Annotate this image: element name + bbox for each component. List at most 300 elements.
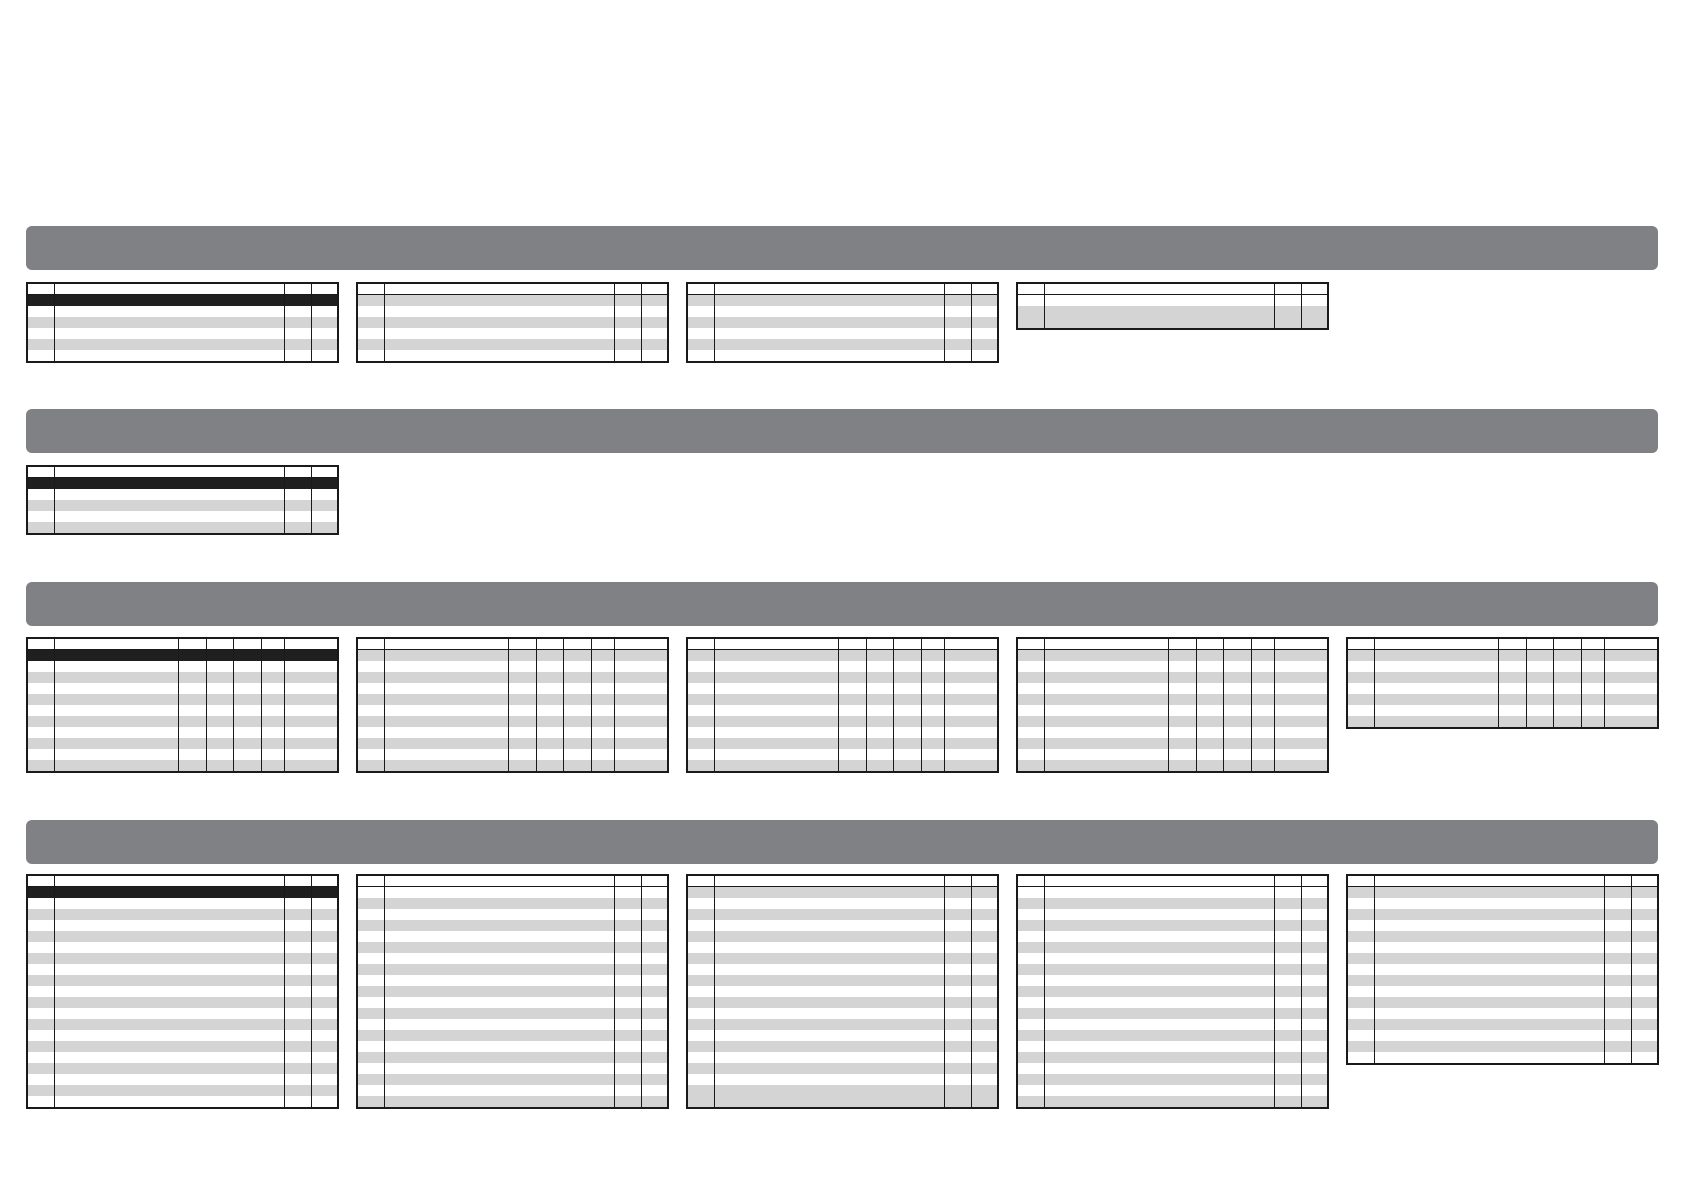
- table-row: [358, 953, 667, 964]
- data-table: [356, 874, 669, 1109]
- table-row: [28, 1030, 337, 1041]
- table-row: [28, 1063, 337, 1074]
- table-row: [28, 489, 337, 500]
- table-row: [358, 1008, 667, 1019]
- column-divider: [54, 639, 55, 771]
- column-header: [1276, 876, 1299, 887]
- table-row: [1018, 1019, 1327, 1030]
- table-row: [688, 350, 997, 361]
- table-row: [358, 1019, 667, 1030]
- table-row: [1348, 909, 1657, 920]
- data-table: [686, 874, 999, 1109]
- table-row: [1348, 1019, 1657, 1030]
- column-header: [1276, 639, 1325, 650]
- table-row: [1348, 964, 1657, 975]
- column-header: [286, 639, 335, 650]
- table-row: [1018, 975, 1327, 986]
- column-divider: [1498, 639, 1499, 727]
- table-row: [1348, 953, 1657, 964]
- table-row: [358, 339, 667, 350]
- column-header: [1555, 639, 1579, 650]
- column-divider: [384, 284, 385, 361]
- table-row: [1348, 1041, 1657, 1052]
- column-divider: [508, 639, 509, 771]
- column-header: [895, 639, 919, 650]
- table-row: [1348, 931, 1657, 942]
- column-header: [1046, 639, 1166, 650]
- table-row: [358, 727, 667, 738]
- table-row: [28, 931, 337, 942]
- column-header: [360, 284, 382, 295]
- column-header: [510, 639, 534, 650]
- table-row: [1018, 942, 1327, 953]
- column-header: [56, 876, 282, 887]
- column-header: [1276, 284, 1299, 295]
- data-table: [1016, 282, 1329, 330]
- table-row: [1348, 1030, 1657, 1041]
- column-header: [386, 876, 612, 887]
- table-row: [1018, 1030, 1327, 1041]
- data-table: [26, 465, 339, 535]
- column-divider: [944, 876, 945, 1107]
- column-header: [235, 639, 259, 650]
- table-row: [688, 683, 997, 694]
- table-row: [28, 953, 337, 964]
- table-row: [358, 1085, 667, 1096]
- table-row: [688, 295, 997, 306]
- column-divider: [1044, 639, 1045, 771]
- table-row: [688, 942, 997, 953]
- table-row: [28, 909, 337, 920]
- column-divider: [1196, 639, 1197, 771]
- table-row: [1018, 1052, 1327, 1063]
- table-row: [358, 1063, 667, 1074]
- table-row: [1018, 650, 1327, 661]
- column-divider: [1553, 639, 1554, 727]
- table-row: [28, 727, 337, 738]
- column-header: [180, 639, 204, 650]
- data-table: [1346, 874, 1659, 1065]
- column-header: [973, 284, 995, 295]
- column-divider: [54, 284, 55, 361]
- column-header: [1046, 876, 1272, 887]
- column-header: [30, 876, 52, 887]
- column-divider: [311, 876, 312, 1107]
- table-row: [358, 1041, 667, 1052]
- column-header: [386, 639, 506, 650]
- column-header: [1583, 639, 1602, 650]
- column-divider: [1168, 639, 1169, 771]
- column-divider: [714, 639, 715, 771]
- table-row: [358, 931, 667, 942]
- table-row: [688, 1085, 997, 1096]
- table-row: [1018, 295, 1327, 306]
- table-row: [28, 328, 337, 339]
- table-row: [358, 1074, 667, 1085]
- table-header-row: [28, 284, 337, 295]
- column-header: [313, 284, 335, 295]
- column-divider: [614, 639, 615, 771]
- table-row: [28, 350, 337, 361]
- column-divider: [536, 639, 537, 771]
- table-row: [28, 1019, 337, 1030]
- column-divider: [1274, 639, 1275, 771]
- column-divider: [233, 639, 234, 771]
- table-row: [688, 931, 997, 942]
- table-header-row: [28, 467, 337, 478]
- column-divider: [1223, 639, 1224, 771]
- table-row: [688, 909, 997, 920]
- table-row: [688, 1063, 997, 1074]
- column-header: [973, 876, 995, 887]
- column-header: [565, 639, 589, 650]
- column-header: [286, 876, 309, 887]
- column-header: [923, 639, 942, 650]
- table-row: [1348, 920, 1657, 931]
- table-row: [28, 339, 337, 350]
- table-header-row: [688, 284, 997, 295]
- column-header: [840, 639, 864, 650]
- table-header-row: [688, 876, 997, 887]
- column-divider: [614, 876, 615, 1107]
- table-row: [358, 650, 667, 661]
- column-header: [538, 639, 561, 650]
- table-header-row: [1018, 284, 1327, 295]
- table-row: [688, 953, 997, 964]
- table-row: [358, 760, 667, 771]
- column-divider: [563, 639, 564, 771]
- data-table: [356, 637, 669, 773]
- table-header-row: [358, 639, 667, 650]
- column-divider: [206, 639, 207, 771]
- table-row: [1018, 694, 1327, 705]
- table-row: [688, 339, 997, 350]
- table-row: [1348, 997, 1657, 1008]
- column-divider: [1274, 876, 1275, 1107]
- table-row: [358, 1052, 667, 1063]
- column-divider: [384, 876, 385, 1107]
- table-row: [688, 975, 997, 986]
- column-header: [716, 639, 836, 650]
- section-header-2: [26, 409, 1658, 453]
- table-row: [1018, 1096, 1327, 1107]
- table-row: [358, 997, 667, 1008]
- table-header-row: [28, 876, 337, 887]
- column-divider: [311, 467, 312, 533]
- table-row: [358, 749, 667, 760]
- column-header: [286, 284, 309, 295]
- column-header: [30, 639, 52, 650]
- table-row: [1018, 1041, 1327, 1052]
- column-divider: [1044, 876, 1045, 1107]
- column-header: [1170, 639, 1194, 650]
- table-row: [358, 898, 667, 909]
- table-row: [28, 975, 337, 986]
- table-row: [28, 317, 337, 328]
- table-header-row: [1018, 876, 1327, 887]
- column-header: [593, 639, 612, 650]
- table-row: [28, 672, 337, 683]
- table-row: [1018, 661, 1327, 672]
- table-row: [1348, 1008, 1657, 1019]
- column-header: [946, 876, 969, 887]
- column-divider: [1604, 876, 1605, 1063]
- column-divider: [1301, 876, 1302, 1107]
- table-row: [1348, 661, 1657, 672]
- column-header: [1198, 639, 1221, 650]
- table-row: [1018, 738, 1327, 749]
- table-row: [358, 942, 667, 953]
- table-row: [358, 694, 667, 705]
- table-row: [1018, 760, 1327, 771]
- data-table: [1016, 874, 1329, 1109]
- table-row: [1348, 716, 1657, 727]
- column-header: [868, 639, 891, 650]
- table-row: [28, 986, 337, 997]
- table-row: [1348, 650, 1657, 661]
- table-row: [28, 1074, 337, 1085]
- column-divider: [1374, 876, 1375, 1063]
- column-header: [30, 467, 52, 478]
- table-header-row: [28, 639, 337, 650]
- column-divider: [1274, 284, 1275, 328]
- column-divider: [284, 284, 285, 361]
- table-row: [28, 749, 337, 760]
- column-divider: [1526, 639, 1527, 727]
- table-row: [28, 964, 337, 975]
- table-row: [688, 1008, 997, 1019]
- column-header: [1253, 639, 1272, 650]
- table-row: [358, 716, 667, 727]
- table-row: [1018, 986, 1327, 997]
- table-row: [28, 738, 337, 749]
- table-row: [1018, 887, 1327, 898]
- data-table: [26, 874, 339, 1109]
- highlight-row: [28, 650, 337, 661]
- column-header: [286, 467, 309, 478]
- column-header: [1350, 876, 1372, 887]
- table-row: [28, 306, 337, 317]
- column-header: [386, 284, 612, 295]
- table-header-row: [358, 284, 667, 295]
- column-header: [1225, 639, 1249, 650]
- table-row: [358, 887, 667, 898]
- table-row: [688, 328, 997, 339]
- table-row: [1348, 672, 1657, 683]
- column-divider: [1604, 639, 1605, 727]
- table-row: [1348, 683, 1657, 694]
- column-header: [360, 876, 382, 887]
- table-header-row: [1348, 876, 1657, 887]
- column-header: [56, 284, 282, 295]
- column-header: [643, 284, 665, 295]
- table-row: [28, 898, 337, 909]
- column-divider: [1581, 639, 1582, 727]
- table-row: [358, 920, 667, 931]
- table-row: [1348, 986, 1657, 997]
- table-row: [28, 705, 337, 716]
- column-header: [946, 639, 995, 650]
- column-divider: [641, 876, 642, 1107]
- column-header: [616, 284, 639, 295]
- column-header: [690, 876, 712, 887]
- table-row: [1018, 672, 1327, 683]
- column-header: [360, 639, 382, 650]
- column-divider: [714, 284, 715, 361]
- table-row: [28, 1096, 337, 1107]
- table-row: [1018, 964, 1327, 975]
- column-header: [1046, 284, 1272, 295]
- column-header: [716, 876, 942, 887]
- column-divider: [384, 639, 385, 771]
- table-row: [1018, 931, 1327, 942]
- table-row: [358, 964, 667, 975]
- table-row: [1018, 997, 1327, 1008]
- table-row: [358, 986, 667, 997]
- table-row: [688, 306, 997, 317]
- column-divider: [944, 639, 945, 771]
- column-header: [690, 284, 712, 295]
- column-header: [263, 639, 282, 650]
- column-divider: [838, 639, 839, 771]
- column-header: [1606, 639, 1655, 650]
- table-row: [358, 705, 667, 716]
- table-row: [1018, 920, 1327, 931]
- column-header: [616, 639, 665, 650]
- table-row: [688, 1074, 997, 1085]
- table-row: [688, 760, 997, 771]
- table-row: [28, 661, 337, 672]
- column-divider: [591, 639, 592, 771]
- table-row: [688, 661, 997, 672]
- column-header: [690, 639, 712, 650]
- column-divider: [921, 639, 922, 771]
- table-row: [1018, 727, 1327, 738]
- column-header: [1303, 284, 1325, 295]
- table-row: [28, 1041, 337, 1052]
- table-row: [688, 694, 997, 705]
- table-row: [28, 760, 337, 771]
- column-divider: [54, 467, 55, 533]
- column-header: [946, 284, 969, 295]
- column-divider: [1301, 284, 1302, 328]
- table-row: [358, 306, 667, 317]
- table-row: [1018, 953, 1327, 964]
- column-divider: [311, 284, 312, 361]
- column-header: [56, 467, 282, 478]
- column-header: [1303, 876, 1325, 887]
- table-row: [1348, 1052, 1657, 1063]
- table-row: [28, 522, 337, 533]
- table-row: [1018, 716, 1327, 727]
- column-header: [56, 639, 176, 650]
- column-divider: [641, 284, 642, 361]
- table-row: [1018, 683, 1327, 694]
- table-row: [688, 716, 997, 727]
- column-header: [1606, 876, 1629, 887]
- table-row: [688, 1019, 997, 1030]
- column-divider: [1374, 639, 1375, 727]
- table-row: [1018, 898, 1327, 909]
- column-divider: [1044, 284, 1045, 328]
- table-row: [1348, 898, 1657, 909]
- column-divider: [714, 876, 715, 1107]
- table-row: [358, 317, 667, 328]
- highlight-row: [28, 478, 337, 489]
- table-row: [28, 1008, 337, 1019]
- table-row: [688, 672, 997, 683]
- table-header-row: [358, 876, 667, 887]
- column-divider: [261, 639, 262, 771]
- column-header: [1633, 876, 1655, 887]
- table-row: [358, 672, 667, 683]
- section-header-3: [26, 582, 1658, 626]
- column-header: [1500, 639, 1524, 650]
- column-header: [1376, 639, 1496, 650]
- table-row: [1348, 694, 1657, 705]
- table-row: [28, 511, 337, 522]
- table-row: [28, 683, 337, 694]
- column-divider: [284, 639, 285, 771]
- column-header: [1528, 639, 1551, 650]
- column-header: [1350, 639, 1372, 650]
- table-row: [1348, 942, 1657, 953]
- column-header: [1376, 876, 1602, 887]
- data-table: [686, 282, 999, 363]
- table-row: [688, 997, 997, 1008]
- column-divider: [893, 639, 894, 771]
- table-row: [688, 705, 997, 716]
- table-row: [688, 887, 997, 898]
- table-row: [28, 942, 337, 953]
- table-row: [358, 661, 667, 672]
- table-row: [358, 295, 667, 306]
- table-row: [688, 317, 997, 328]
- table-row: [358, 909, 667, 920]
- table-row: [688, 964, 997, 975]
- table-row: [1348, 887, 1657, 898]
- table-row: [358, 683, 667, 694]
- table-row: [688, 898, 997, 909]
- table-row: [28, 694, 337, 705]
- table-row: [28, 500, 337, 511]
- table-row: [1018, 1085, 1327, 1096]
- table-row: [1018, 306, 1327, 317]
- data-table: [26, 282, 339, 363]
- table-row: [688, 738, 997, 749]
- column-header: [30, 284, 52, 295]
- table-row: [1018, 749, 1327, 760]
- column-divider: [178, 639, 179, 771]
- table-row: [28, 1085, 337, 1096]
- column-header: [643, 876, 665, 887]
- data-table: [356, 282, 669, 363]
- highlight-row: [28, 887, 337, 898]
- data-table: [686, 637, 999, 773]
- column-divider: [1631, 876, 1632, 1063]
- table-row: [28, 716, 337, 727]
- table-row: [688, 650, 997, 661]
- column-header: [1020, 284, 1042, 295]
- table-row: [358, 975, 667, 986]
- table-row: [1018, 317, 1327, 328]
- table-row: [1018, 909, 1327, 920]
- table-row: [688, 986, 997, 997]
- table-header-row: [1348, 639, 1657, 650]
- table-row: [688, 1096, 997, 1107]
- column-divider: [866, 639, 867, 771]
- table-header-row: [688, 639, 997, 650]
